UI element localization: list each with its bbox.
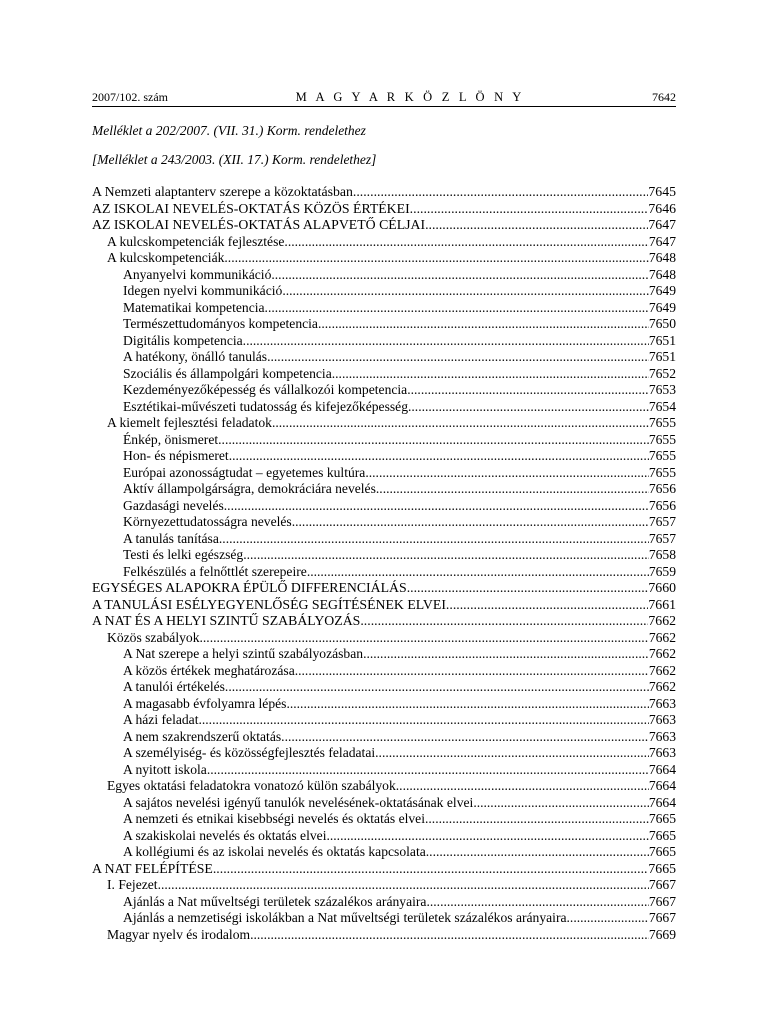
- toc-entry: [92, 729, 676, 746]
- dot-leader: [407, 382, 649, 398]
- dot-leader: [243, 333, 649, 349]
- dot-leader: [376, 481, 649, 497]
- toc-entry-page: 7649: [648, 283, 676, 298]
- toc-entry-page: 7664: [648, 761, 676, 777]
- toc-entry: [92, 927, 676, 944]
- toc-entry: [92, 267, 676, 284]
- toc-entry-title: A nemzeti és etnikai kisebbségi nevelés és oktatás elvei: [123, 811, 425, 826]
- toc-entry-page: 7650: [648, 316, 676, 331]
- toc-entry-title: Hon- és népismeret: [123, 448, 229, 463]
- toc-entry-page: 7662: [648, 629, 676, 645]
- annex-reference: [Melléklet a 243/2003. (XII. 17.) Korm. rendelethez]: [92, 152, 377, 167]
- toc-entry-page: 7655: [648, 448, 676, 463]
- dot-leader: [267, 349, 649, 365]
- toc-entry-title: A nem szakrendszerű oktatás: [123, 728, 282, 744]
- toc-entry-title: Aktív állampolgárságra, demokráciára nevelés: [123, 481, 376, 496]
- dot-leader: [198, 712, 648, 728]
- toc-entry-title: Európai azonosságtudat – egyetemes kultúra: [123, 464, 366, 480]
- document-page: [92, 90, 676, 943]
- dot-leader: [200, 630, 649, 646]
- toc-entry: [92, 745, 676, 762]
- dot-leader: [425, 217, 648, 233]
- dot-leader: [213, 861, 649, 877]
- toc-entry: [92, 597, 676, 614]
- toc-entry-page: 7663: [648, 745, 676, 760]
- toc-entry-page: 7652: [648, 365, 676, 381]
- toc-entry: [92, 481, 676, 498]
- toc-entry: [92, 448, 676, 465]
- dot-leader: [318, 316, 649, 332]
- toc-entry-page: 7657: [648, 514, 676, 529]
- toc-entry-page: 7662: [648, 679, 676, 694]
- toc-entry-title: Természettudományos kompetencia: [123, 316, 318, 331]
- dot-leader: [396, 778, 649, 794]
- toc-entry: [92, 201, 676, 218]
- toc-entry-page: 7646: [648, 200, 676, 216]
- toc-entry-page: 7654: [648, 398, 676, 414]
- toc-entry-page: 7663: [648, 695, 676, 711]
- toc-entry: [92, 217, 676, 234]
- toc-entry-page: 7667: [648, 877, 676, 892]
- dot-leader: [265, 300, 649, 316]
- toc-entry-page: 7655: [648, 464, 676, 480]
- toc-entry: [92, 630, 676, 647]
- toc-entry-title: AZ ISKOLAI NEVELÉS-OKTATÁS KÖZÖS ÉRTÉKEI: [92, 200, 410, 216]
- toc-entry-title: A hatékony, önálló tanulás: [123, 349, 268, 364]
- toc-entry-title: Magyar nyelv és irodalom: [107, 926, 251, 942]
- toc-entry: [92, 382, 676, 399]
- toc-entry-title: A magasabb évfolyamra lépés: [123, 695, 287, 711]
- toc-entry: [92, 547, 676, 564]
- toc-entry: [92, 465, 676, 482]
- toc-entry-title: I. Fejezet: [107, 877, 158, 892]
- toc-entry-page: 7645: [648, 184, 676, 199]
- toc-entry: [92, 184, 676, 201]
- dot-leader: [225, 679, 649, 695]
- dot-leader: [295, 663, 649, 679]
- toc-entry-title: A TANULÁSI ESÉLYEGYENLŐSÉG SEGÍTÉSÉNEK ELVEI: [92, 596, 446, 612]
- dot-leader: [272, 415, 649, 431]
- dot-leader: [426, 844, 649, 860]
- toc-entry-title: Gazdasági nevelés: [123, 497, 224, 513]
- toc-entry-page: 7647: [648, 233, 676, 249]
- toc-entry-page: 7660: [648, 580, 676, 595]
- toc-entry: [92, 877, 676, 894]
- table-of-contents: [92, 184, 676, 943]
- dot-leader: [282, 283, 649, 299]
- dot-leader: [207, 762, 649, 778]
- toc-entry-title: Digitális kompetencia: [123, 332, 243, 348]
- dot-leader: [353, 184, 649, 200]
- toc-entry-page: 7649: [648, 299, 676, 315]
- toc-entry: [92, 531, 676, 548]
- dot-leader: [243, 547, 649, 563]
- toc-entry-title: A kiemelt fejlesztési feladatok: [107, 415, 272, 430]
- toc-entry-title: Matematikai kompetencia: [123, 299, 265, 315]
- toc-entry-page: 7662: [648, 613, 676, 628]
- toc-entry: [92, 580, 676, 597]
- toc-entry: [92, 663, 676, 680]
- toc-entry-page: 7648: [648, 266, 676, 282]
- toc-entry-title: A sajátos nevelési igényű tanulók nevelésének-oktatásának elvei: [123, 794, 474, 810]
- toc-entry: [92, 894, 676, 911]
- toc-entry: [92, 910, 676, 927]
- dot-leader: [284, 234, 648, 250]
- toc-entry-title: A Nat szerepe a helyi szintű szabályozásban: [123, 646, 364, 661]
- toc-entry-title: Felkészülés a felnőttlét szerepeire: [123, 563, 307, 579]
- toc-entry-page: 7665: [648, 844, 676, 859]
- journal-title: M A G Y A R K Ö Z L Ö N Y: [295, 90, 525, 104]
- toc-entry: [92, 679, 676, 696]
- toc-entry-page: 7667: [648, 893, 676, 909]
- dot-leader: [408, 399, 649, 415]
- toc-entry-title: A szakiskolai nevelés és oktatás elvei: [123, 827, 327, 843]
- toc-entry-title: A Nemzeti alaptanterv szerepe a közoktatásban: [92, 184, 353, 199]
- page-header: [92, 90, 676, 107]
- toc-entry-title: Ajánlás a Nat műveltségi területek százalékos arányaira: [123, 893, 427, 909]
- toc-entry-title: A kulcskompetenciák fejlesztése: [107, 233, 285, 249]
- toc-entry: [92, 613, 676, 630]
- dot-leader: [286, 696, 648, 712]
- toc-entry-page: 7657: [648, 530, 676, 546]
- toc-entry: [92, 696, 676, 713]
- toc-entry-page: 7655: [648, 415, 676, 430]
- toc-entry-title: A kulcskompetenciák: [107, 250, 225, 265]
- toc-entry: [92, 646, 676, 663]
- toc-entry-title: A NAT ÉS A HELYI SZINTŰ SZABÁLYOZÁS: [92, 613, 361, 628]
- toc-entry-title: A NAT FELÉPÍTÉSE: [92, 860, 213, 876]
- toc-entry-page: 7667: [648, 910, 676, 925]
- toc-entry-title: AZ ISKOLAI NEVELÉS-OKTATÁS ALAPVETŐ CÉLJAI: [92, 217, 426, 232]
- dot-leader: [332, 366, 649, 382]
- dot-leader: [218, 432, 649, 448]
- toc-entry: [92, 514, 676, 531]
- toc-entry-title: Közös szabályok: [107, 629, 200, 645]
- toc-entry-title: A nyitott iskola: [123, 761, 207, 777]
- toc-entry-title: Ajánlás a nemzetiségi iskolákban a Nat műveltségi területek százalékos arányaira: [123, 910, 567, 925]
- toc-entry-title: A kollégiumi és az iskolai nevelés és oktatás kapcsolata: [123, 844, 426, 859]
- toc-entry-title: Egyes oktatási feladatokra vonatozó külön szabályok: [107, 778, 396, 793]
- dot-leader: [271, 267, 648, 283]
- toc-entry: [92, 564, 676, 581]
- toc-entry: [92, 778, 676, 795]
- toc-entry-page: 7661: [648, 596, 676, 612]
- toc-entry-title: EGYSÉGES ALAPOKRA ÉPÜLŐ DIFFERENCIÁLÁS: [92, 580, 407, 595]
- toc-entry-page: 7665: [648, 811, 676, 826]
- dot-leader: [375, 745, 649, 761]
- toc-entry: [92, 762, 676, 779]
- page-number: 7642: [651, 90, 676, 104]
- dot-leader: [292, 514, 649, 530]
- dot-leader: [365, 465, 648, 481]
- dot-leader: [410, 201, 649, 217]
- toc-entry-page: 7659: [648, 563, 676, 579]
- toc-entry: [92, 283, 676, 300]
- toc-entry: [92, 811, 676, 828]
- toc-entry-page: 7656: [648, 497, 676, 513]
- toc-entry: [92, 333, 676, 350]
- dot-leader: [426, 894, 648, 910]
- issue-number: 2007/102. szám: [92, 90, 168, 104]
- toc-entry: [92, 498, 676, 515]
- dot-leader: [446, 597, 648, 613]
- annex-title: Melléklet a 202/2007. (VII. 31.) Korm. rendelethez: [92, 123, 366, 138]
- toc-entry: [92, 250, 676, 267]
- toc-entry-title: A személyiség- és közösségfejlesztés feladatai: [123, 745, 376, 760]
- toc-entry-title: Idegen nyelvi kommunikáció: [123, 283, 283, 298]
- dot-leader: [473, 795, 649, 811]
- toc-entry-page: 7656: [648, 481, 676, 496]
- toc-entry: [92, 349, 676, 366]
- toc-entry-title: Környezettudatosságra nevelés: [123, 514, 292, 529]
- toc-entry: [92, 844, 676, 861]
- dot-leader: [281, 729, 649, 745]
- toc-entry-title: Testi és lelki egészség: [123, 547, 244, 562]
- toc-entry-page: 7665: [648, 860, 676, 876]
- toc-entry-page: 7658: [648, 547, 676, 562]
- dot-leader: [158, 877, 649, 893]
- toc-entry-title: A házi feladat: [123, 712, 199, 727]
- toc-entry-page: 7651: [648, 349, 676, 364]
- dot-leader: [307, 564, 649, 580]
- toc-entry: [92, 432, 676, 449]
- toc-entry: [92, 234, 676, 251]
- toc-entry-title: Anyanyelvi kommunikáció: [123, 266, 272, 282]
- toc-entry: [92, 399, 676, 416]
- toc-entry-page: 7664: [648, 778, 676, 793]
- dot-leader: [250, 927, 649, 943]
- toc-entry-title: Szociális és állampolgári kompetencia: [123, 365, 332, 381]
- toc-entry-page: 7655: [648, 431, 676, 447]
- toc-entry-page: 7653: [648, 382, 676, 397]
- toc-entry: [92, 795, 676, 812]
- toc-entry-title: Énkép, önismeret: [123, 431, 219, 447]
- toc-entry-page: 7663: [648, 728, 676, 744]
- toc-entry-page: 7663: [648, 712, 676, 727]
- toc-entry-title: Esztétikai-művészeti tudatosság és kifejezőképesség: [123, 398, 408, 414]
- toc-entry: [92, 316, 676, 333]
- dot-leader: [224, 498, 649, 514]
- toc-entry-page: 7647: [648, 217, 676, 232]
- toc-entry: [92, 366, 676, 383]
- toc-entry: [92, 828, 676, 845]
- toc-entry: [92, 415, 676, 432]
- dot-leader: [363, 646, 649, 662]
- toc-entry: [92, 861, 676, 878]
- toc-entry-page: 7665: [648, 827, 676, 843]
- toc-entry-page: 7662: [648, 662, 676, 678]
- toc-entry-page: 7664: [648, 794, 676, 810]
- toc-entry-page: 7662: [648, 646, 676, 661]
- toc-entry-title: A tanulás tanítása: [123, 530, 219, 546]
- dot-leader: [224, 250, 648, 266]
- toc-entry-title: Kezdeményezőképesség és vállalkozói kompetencia: [123, 382, 408, 397]
- dot-leader: [360, 613, 648, 629]
- toc-entry-page: 7648: [648, 250, 676, 265]
- toc-entry-page: 7669: [648, 926, 676, 942]
- toc-entry-title: A közös értékek meghatározása: [123, 662, 295, 678]
- toc-entry: [92, 712, 676, 729]
- toc-entry-title: A tanulói értékelés: [123, 679, 225, 694]
- dot-leader: [407, 580, 649, 596]
- toc-entry-page: 7651: [648, 332, 676, 348]
- dot-leader: [219, 531, 649, 547]
- dot-leader: [567, 910, 649, 926]
- dot-leader: [425, 811, 649, 827]
- toc-entry: [92, 300, 676, 317]
- dot-leader: [326, 828, 648, 844]
- dot-leader: [229, 448, 649, 464]
